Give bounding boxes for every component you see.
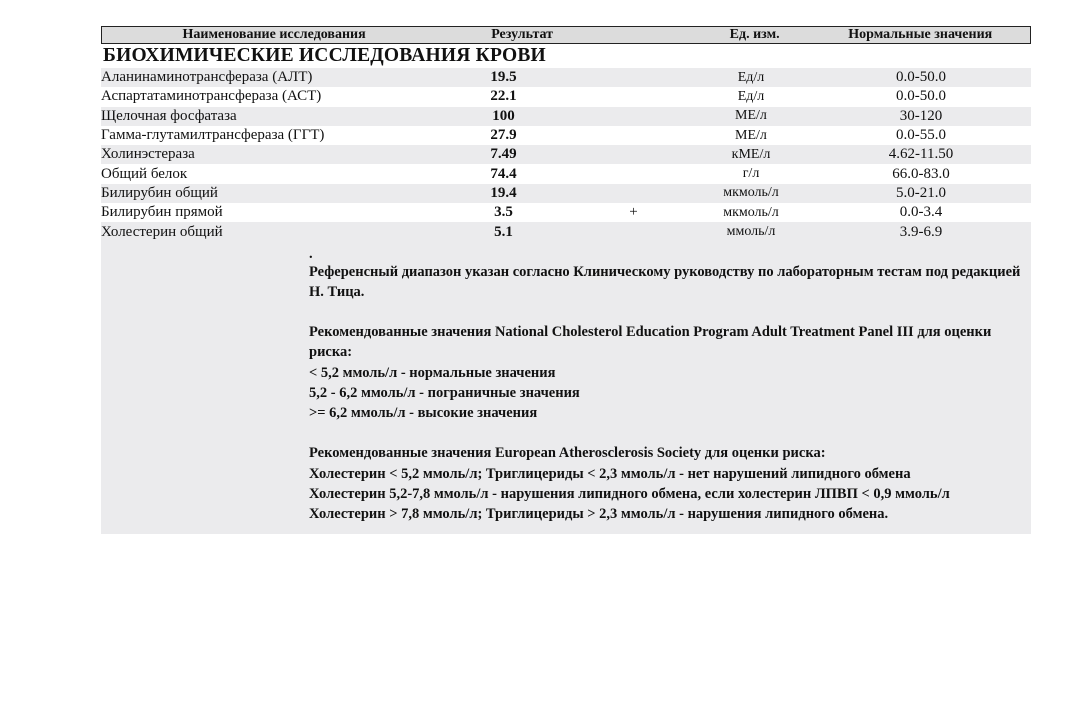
table-row <box>101 107 1031 126</box>
test-name: Билирубин общий <box>101 184 218 201</box>
test-reference: 0.0-50.0 <box>896 88 946 105</box>
test-name: Щелочная фосфатаза <box>101 107 237 124</box>
test-reference: 0.0-3.4 <box>899 204 943 221</box>
test-unit: г/л <box>742 166 760 182</box>
test-reference: 0.0-55.0 <box>896 127 946 144</box>
table-row <box>101 203 1031 222</box>
test-unit: мкмоль/л <box>723 204 779 220</box>
header-name: Наименование исследования <box>182 27 366 42</box>
test-unit: МЕ/л <box>735 127 767 143</box>
ncep-line: < 5,2 ммоль/л - нормальные значения <box>309 364 556 381</box>
notes-dot: . <box>309 245 313 262</box>
header-unit: Ед. изм. <box>729 27 780 42</box>
eas-title: Рекомендованные значения European Atherosclerosis Society для оценки риска: <box>309 445 826 462</box>
test-reference: 0.0-50.0 <box>896 69 946 86</box>
test-reference: 5.0-21.0 <box>896 184 946 201</box>
reference-source-note: Референсный диапазон указан согласно Клиническому руководству по лабораторным тестам под редакцией Н. Тица. <box>309 263 1021 300</box>
table-row <box>101 87 1031 106</box>
test-name: Холестерин общий <box>101 223 223 240</box>
table-row <box>101 222 1031 241</box>
ncep-title: Рекомендованные значения National Cholesterol Education Program Adult Treatment Panel III для оценки риска: <box>309 324 992 361</box>
abnormal-flag: + <box>629 204 638 221</box>
table-row <box>101 184 1031 203</box>
test-name: Общий белок <box>101 165 188 182</box>
test-result: 19.5 <box>490 69 517 86</box>
test-unit: Ед/л <box>737 69 765 85</box>
test-result: 27.9 <box>490 127 517 144</box>
test-unit: ммоль/л <box>726 224 776 240</box>
test-result: 74.4 <box>490 165 517 182</box>
test-reference: 3.9-6.9 <box>899 223 943 240</box>
eas-line: Холестерин > 7,8 ммоль/л; Триглицериды > 2,3 ммоль/л - нарушения липидного обмена. <box>309 506 889 523</box>
test-result: 7.49 <box>490 146 517 163</box>
header-reference: Нормальные значения <box>848 27 993 42</box>
test-reference: 4.62-11.50 <box>888 146 954 163</box>
ncep-line: 5,2 - 6,2 ммоль/л - пограничные значения <box>309 384 580 401</box>
test-name: Холинэстераза <box>101 146 195 163</box>
notes-section <box>101 242 1031 535</box>
table-row <box>101 68 1031 87</box>
table-header <box>101 26 1031 44</box>
eas-line: Холестерин 5,2-7,8 ммоль/л - нарушения липидного обмена, если холестерин ЛПВП < 0,9 ммоль/л <box>309 485 950 502</box>
test-name: Гамма-глутамилтрансфераза (ГГТ) <box>101 127 325 144</box>
eas-line: Холестерин < 5,2 ммоль/л; Триглицериды < 2,3 ммоль/л - нет нарушений липидного обмена <box>309 465 911 482</box>
test-result: 19.4 <box>490 184 517 201</box>
test-unit: Ед/л <box>737 88 765 104</box>
table-row <box>101 164 1031 183</box>
test-result: 100 <box>492 107 515 124</box>
header-result: Результат <box>491 27 554 42</box>
test-name: Аланинаминотрансфераза (АЛТ) <box>101 69 313 86</box>
test-unit: мкмоль/л <box>723 185 779 201</box>
lab-report <box>101 26 1031 534</box>
table-row <box>101 145 1031 164</box>
table-row <box>101 126 1031 145</box>
test-unit: МЕ/л <box>735 108 767 124</box>
test-result: 22.1 <box>490 88 517 105</box>
test-result: 3.5 <box>494 204 513 221</box>
ncep-line: >= 6,2 ммоль/л - высокие значения <box>309 405 538 422</box>
test-unit: кМЕ/л <box>731 146 771 162</box>
test-reference: 66.0-83.0 <box>892 165 950 182</box>
test-name: Аспартатаминотрансфераза (АСТ) <box>101 88 322 105</box>
test-reference: 30-120 <box>899 107 943 124</box>
test-name: Билирубин прямой <box>101 204 223 221</box>
test-result: 5.1 <box>494 223 513 240</box>
section-title: БИОХИМИЧЕСКИЕ ИССЛЕДОВАНИЯ КРОВИ <box>103 45 546 66</box>
